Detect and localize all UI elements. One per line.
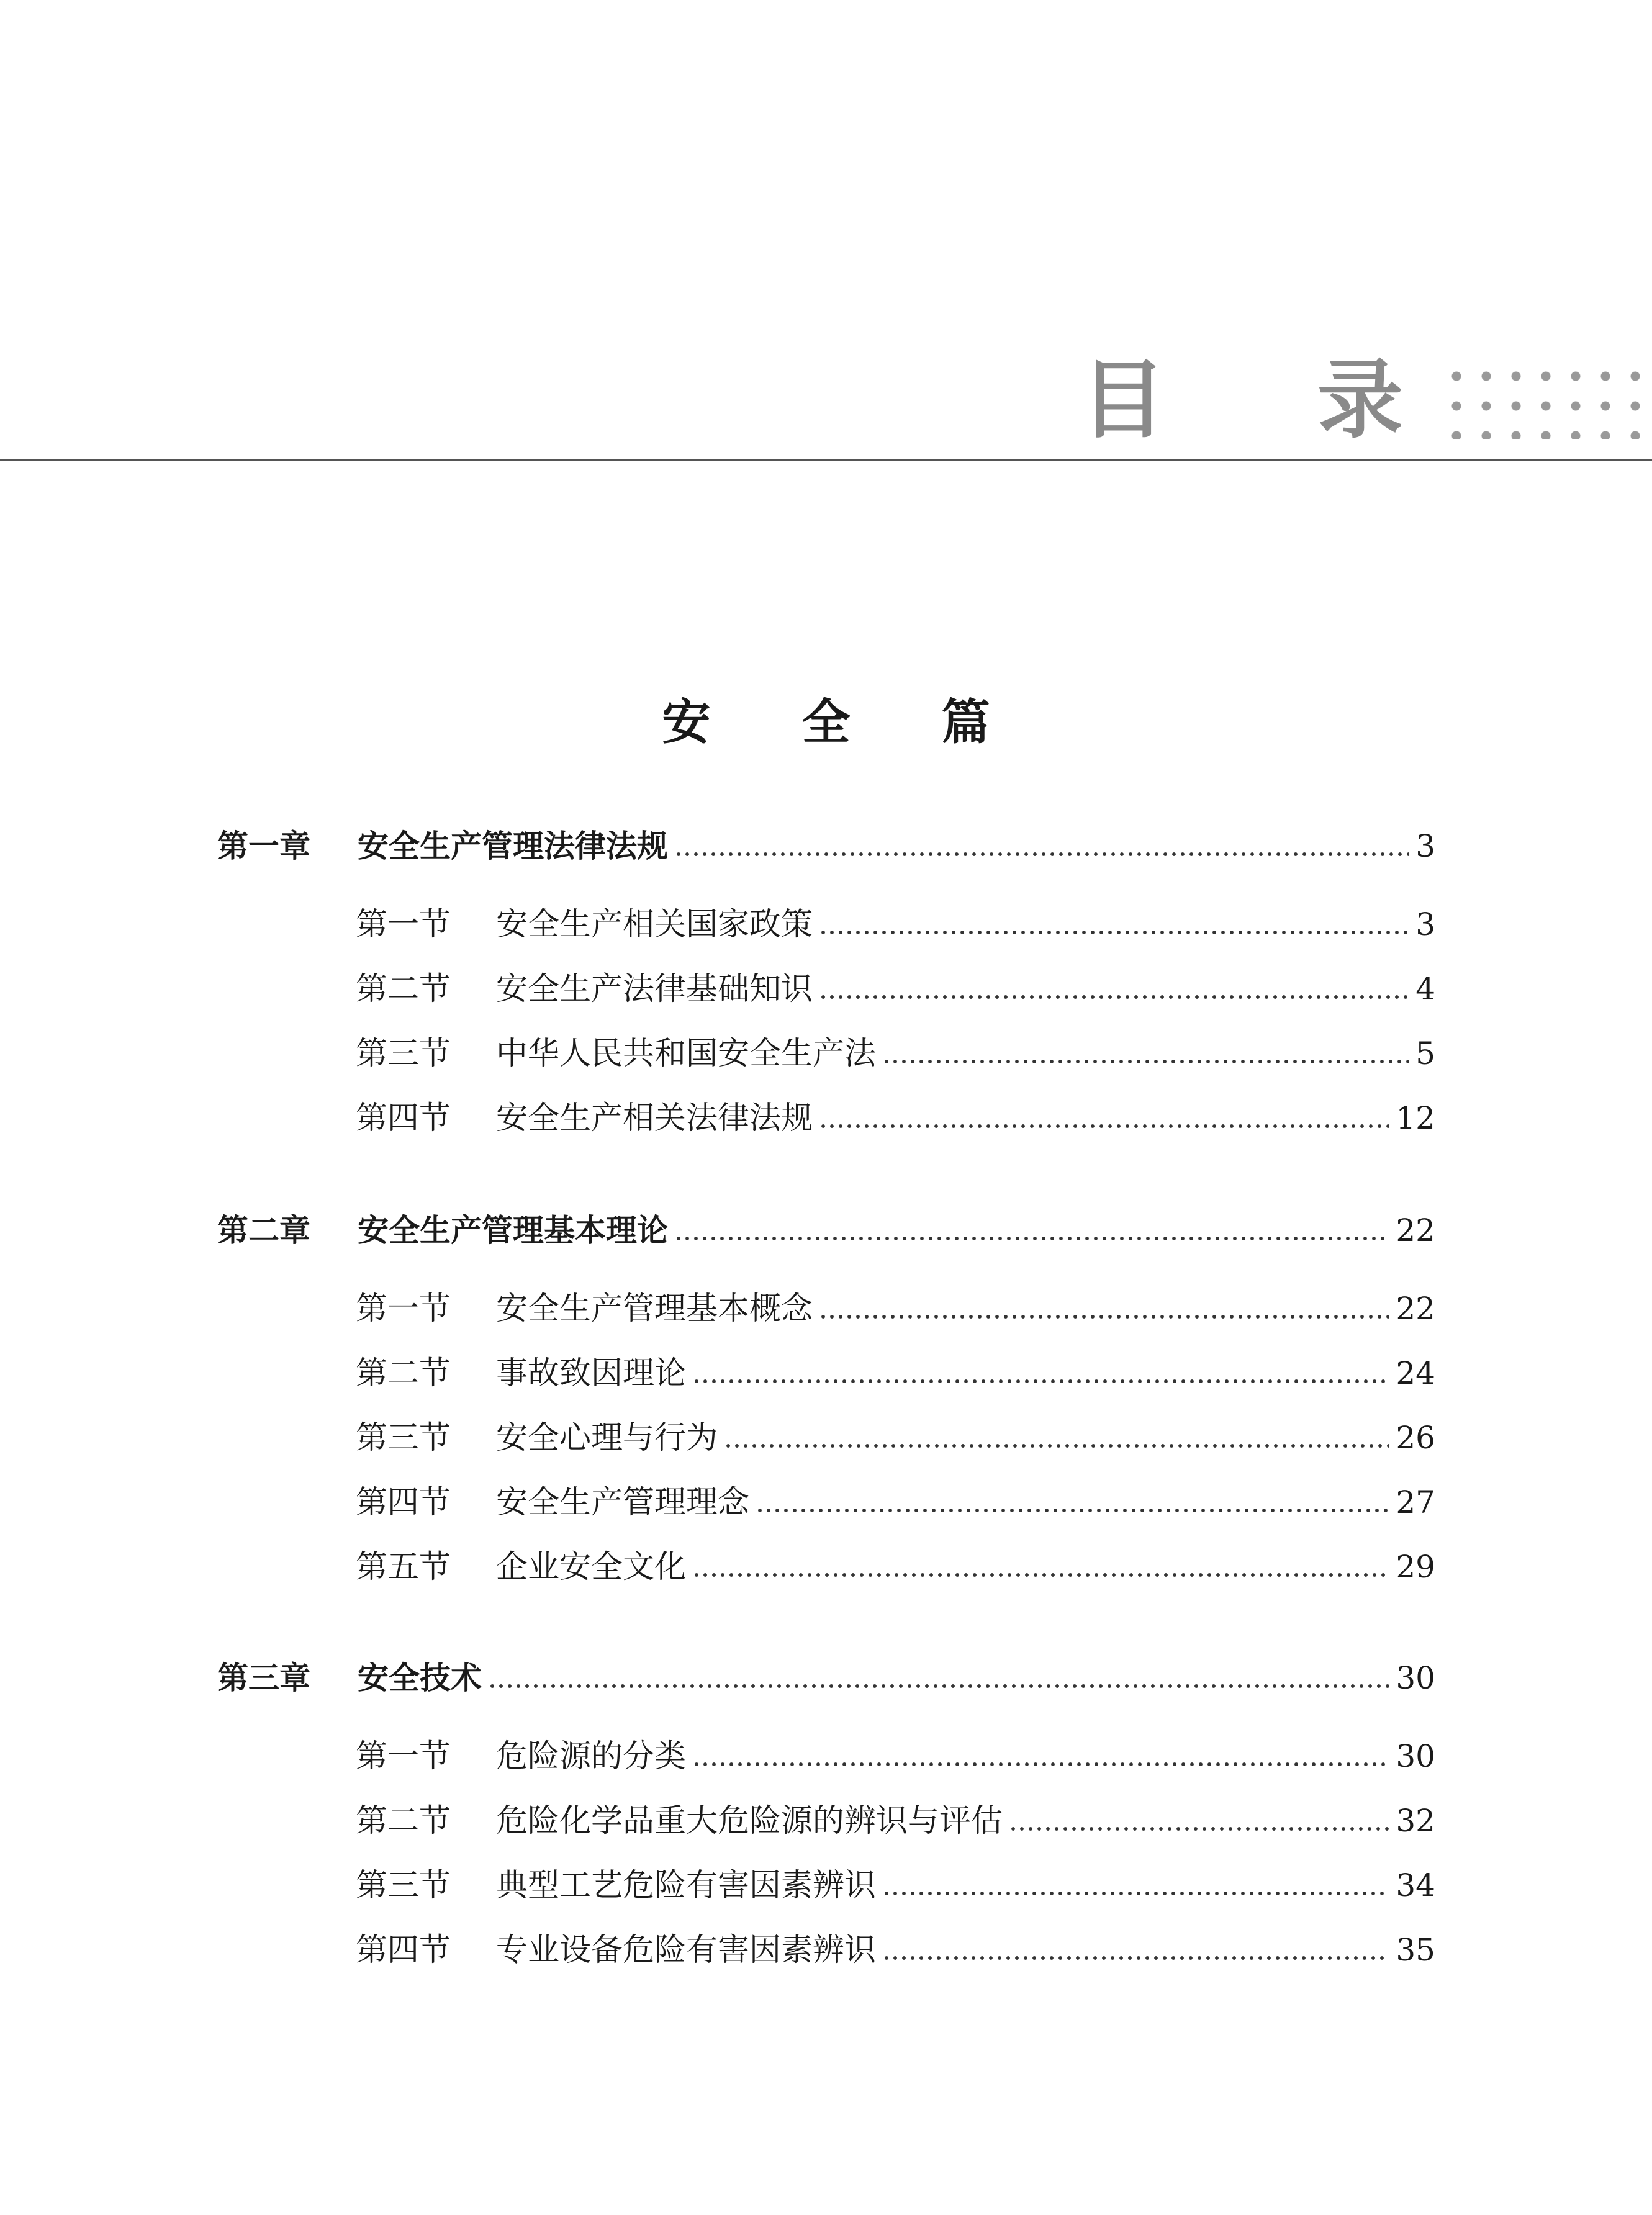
- toc-section-entry[interactable]: [356, 1805, 1435, 1837]
- dot-leader: [819, 995, 1409, 999]
- chapter-title: 安全生产管理基本理论: [358, 1212, 668, 1248]
- chapter-number: 第三章: [217, 1660, 310, 1696]
- dot-leader: [674, 1236, 1389, 1241]
- section-page-number: 5: [1415, 1035, 1435, 1071]
- section-page-number: 30: [1396, 1738, 1435, 1774]
- toc-heading: [1080, 348, 1403, 453]
- section-title: 专业设备危险有害因素辨识: [496, 1932, 877, 1969]
- section-page-number: 26: [1396, 1420, 1435, 1456]
- section-page-number: 3: [1415, 906, 1435, 942]
- section-page-number: 4: [1415, 971, 1435, 1007]
- chapter-title: 安全生产管理法律法规: [358, 828, 668, 864]
- section-number: 第三节: [356, 1867, 451, 1904]
- section-page-number: 27: [1396, 1484, 1435, 1520]
- section-number: 第一节: [356, 1291, 451, 1327]
- dot-leader: [819, 1124, 1389, 1129]
- dot-leader: [692, 1379, 1389, 1384]
- toc-section-entry[interactable]: [356, 1100, 1435, 1137]
- dot-leader: [724, 1443, 1389, 1448]
- section-number: 第五节: [356, 1549, 451, 1586]
- dot-leader: [819, 1314, 1389, 1319]
- dot-leader: [488, 1684, 1389, 1689]
- chapter-title: 安全技术: [358, 1660, 482, 1696]
- dot-leader: [692, 1762, 1389, 1767]
- toc-section-entry[interactable]: [356, 1867, 1435, 1904]
- section-number: 第一节: [356, 906, 451, 943]
- section-title: 安全心理与行为: [496, 1420, 718, 1456]
- dot-leader: [882, 1956, 1389, 1960]
- toc-section-entry[interactable]: [356, 1484, 1435, 1521]
- section-number: 第二节: [356, 1803, 451, 1839]
- dot-leader: [1009, 1826, 1389, 1831]
- section-title: 危险化学品重大危险源的辨识与评估: [496, 1803, 1003, 1839]
- section-title: 中华人民共和国安全生产法: [496, 1035, 877, 1072]
- section-number: 第四节: [356, 1932, 451, 1969]
- toc-chapter-entry[interactable]: [217, 1662, 1435, 1694]
- toc-section-entry[interactable]: [356, 1738, 1435, 1775]
- toc-section-entry[interactable]: [356, 1035, 1435, 1072]
- section-page-number: 35: [1396, 1932, 1435, 1968]
- part-title: 安 全 篇: [662, 694, 1027, 751]
- toc-section-entry[interactable]: [356, 1422, 1435, 1454]
- toc-section-entry[interactable]: [356, 1549, 1435, 1586]
- header-divider: [0, 459, 1652, 461]
- section-page-number: 32: [1396, 1803, 1435, 1839]
- section-title: 事故致因理论: [496, 1355, 687, 1392]
- section-number: 第四节: [356, 1100, 451, 1137]
- decorative-dot-grid: [1442, 361, 1652, 439]
- toc-heading-char-2: 录: [1317, 350, 1403, 450]
- dot-leader: [882, 1891, 1389, 1896]
- chapter-page-number: 30: [1396, 1660, 1435, 1696]
- dot-leader: [674, 852, 1409, 857]
- section-page-number: 24: [1396, 1355, 1435, 1391]
- section-number: 第三节: [356, 1420, 451, 1456]
- section-title: 企业安全文化: [496, 1549, 687, 1586]
- section-number: 第二节: [356, 971, 451, 1008]
- section-title: 安全生产法律基础知识: [496, 971, 813, 1008]
- chapter-page-number: 22: [1396, 1212, 1435, 1248]
- section-title: 典型工艺危险有害因素辨识: [496, 1867, 877, 1904]
- toc-chapter-entry[interactable]: [217, 1212, 1435, 1248]
- section-title: 危险源的分类: [496, 1738, 687, 1775]
- section-title: 安全生产管理理念: [496, 1484, 750, 1521]
- toc-section-entry[interactable]: [356, 1293, 1435, 1325]
- section-page-number: 34: [1396, 1867, 1435, 1903]
- toc-section-entry[interactable]: [356, 1355, 1435, 1392]
- toc-section-entry[interactable]: [356, 971, 1435, 1008]
- dot-leader: [819, 930, 1409, 935]
- toc-section-entry[interactable]: [356, 906, 1435, 943]
- toc-section-entry[interactable]: [356, 1932, 1435, 1969]
- toc-heading-char-1: 目: [1080, 350, 1167, 450]
- dot-leader: [692, 1572, 1389, 1577]
- section-number: 第二节: [356, 1355, 451, 1392]
- section-page-number: 29: [1396, 1549, 1435, 1585]
- dot-leader: [882, 1059, 1409, 1064]
- section-page-number: 12: [1396, 1100, 1435, 1136]
- dot-leader: [756, 1508, 1389, 1513]
- section-title: 安全生产相关法律法规: [496, 1100, 813, 1137]
- section-number: 第三节: [356, 1035, 451, 1072]
- chapter-number: 第一章: [217, 828, 310, 864]
- chapter-number: 第二章: [217, 1212, 310, 1248]
- chapter-page-number: 3: [1415, 828, 1435, 864]
- section-title: 安全生产相关国家政策: [496, 906, 813, 943]
- section-page-number: 22: [1396, 1291, 1435, 1327]
- toc-chapter-entry[interactable]: [217, 828, 1435, 864]
- section-number: 第四节: [356, 1484, 451, 1521]
- section-title: 安全生产管理基本概念: [496, 1291, 813, 1327]
- section-number: 第一节: [356, 1738, 451, 1775]
